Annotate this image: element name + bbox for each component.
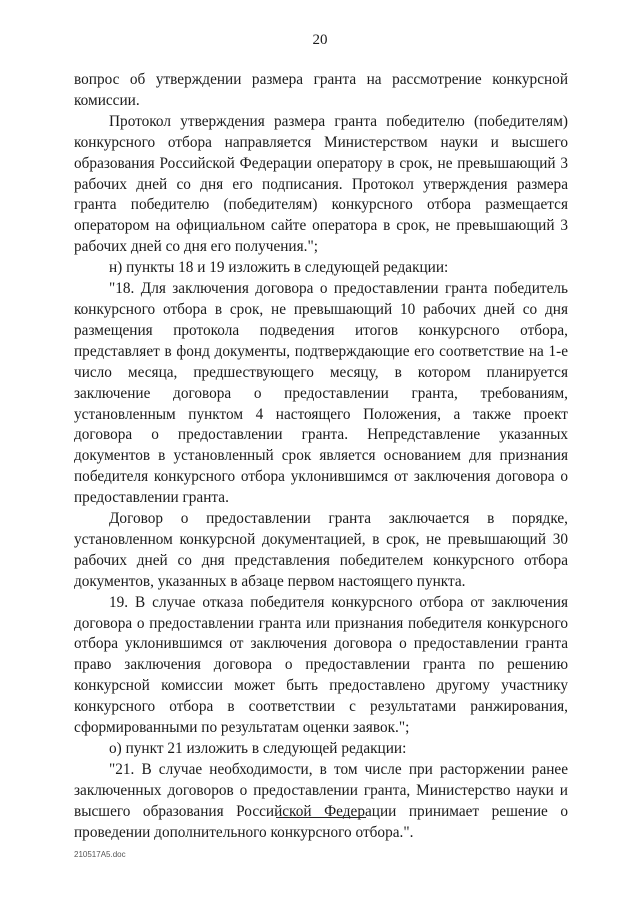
paragraph: вопрос об утверждении размера гранта на рассмотрение конкурсной комиссии. <box>74 71 568 109</box>
paragraph: Протокол утверждения размера гранта победителю (победителям) конкурсного отбора направляется Министерством науки и высшего образования Российской Федерации оператору в срок, не превышающий 3 рабочих дней со дня его подписания. Протокол утверждения размера гранта победителю (победителям) конкурсного отбора размещается оператором на официальном сайте оператора в срок, не превышающий 3 рабочих дней со дня его получения."; <box>74 112 568 256</box>
paragraph: о) пункт 21 изложить в следующей редакции: <box>109 740 407 757</box>
paragraph: "18. Для заключения договора о предоставлении гранта победитель конкурсного отбора в срок, не превышающий 10 рабочих дней со дня размещения протокола подведения итогов конкурсного отбора, представляет в фонд документы, подтверждающие его соответствие на 1-е число месяца, предшествующего месяцу, в котором планируется заключение договора о предоставлении гранта, требованиям, установленным пунктом 4 настоящего Положения, а также проект договора о предоставлении гранта. Непредставление указанных документов в установленный срок является основанием для признания победителя конкурсного отбора уклонившимся от заключения договора о предоставлении гранта. <box>74 280 568 507</box>
paragraph: Договор о предоставлении гранта заключается в порядке, установленном конкурсной документацией, в срок, не превышающий 30 рабочих дней со дня представления победителем конкурсного отбора документов, указанных в абзаце первом настоящего пункта. <box>74 510 568 590</box>
paragraph: 19. В случае отказа победителя конкурсного отбора от заключения договора о предоставлении гранта или признания победителя конкурсного отбора уклонившимся от заключения договора о предоставлении гранта право заключения договора о предоставлении гранта по решению конкурсной комиссии может быть предоставлено другому участнику конкурсного отбора в соответствии с результатами ранжирования, сформированными по результатам оценки заявок."; <box>74 593 568 737</box>
paragraph: н) пункты 18 и 19 изложить в следующей редакции: <box>109 259 449 277</box>
paragraph: "21. В случае необходимости, в том числе при расторжении ранее заключенных договоров о предоставлении гранта, Министерство науки и высшего образования Российской Федерации принимает решение о проведении дополнительного конкурсного отбора.". <box>74 760 568 841</box>
file-reference: 210517A5.doc <box>74 850 126 859</box>
document-body <box>74 70 568 844</box>
end-divider <box>276 817 366 818</box>
page-number: 20 <box>312 32 328 48</box>
